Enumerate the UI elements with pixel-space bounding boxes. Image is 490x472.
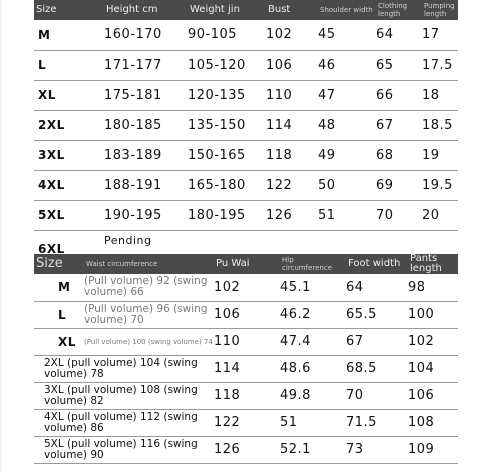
value-cell: 18.5	[422, 110, 458, 140]
table-row	[34, 274, 458, 301]
value-cell: 98	[408, 274, 458, 301]
value-cell: 68.5	[346, 355, 408, 382]
header-foot-width: Foot width	[348, 258, 401, 269]
value-cell: 19	[422, 140, 458, 170]
value-cell: 102	[408, 328, 458, 355]
table-row	[34, 301, 458, 328]
value-cell: 67	[376, 110, 422, 140]
header-bust: Bust	[268, 4, 291, 15]
value-cell: 73	[346, 436, 408, 463]
value-cell: 135-150	[188, 110, 266, 140]
value-cell: 120-135	[188, 80, 266, 110]
value-cell: 20	[422, 200, 458, 230]
top-header-row	[34, 0, 458, 20]
value-cell: 118	[266, 140, 318, 170]
waist-cell: 4XL (pull volume) 112 (swing volume) 86	[34, 409, 214, 436]
value-cell: 180-195	[188, 200, 266, 230]
value-cell: 48	[318, 110, 376, 140]
value-cell: 109	[408, 436, 458, 463]
table-row	[34, 170, 458, 200]
value-cell: 46.2	[280, 301, 346, 328]
left-edge-strip	[0, 0, 2, 472]
size-cell: L	[34, 301, 84, 328]
value-cell: 106	[266, 50, 318, 80]
value-cell: 45	[318, 20, 376, 50]
table-row	[34, 200, 458, 230]
value-cell: 52.1	[280, 436, 346, 463]
size-cell: 3XL	[34, 140, 104, 170]
size-cell: M	[34, 274, 84, 301]
value-cell: 48.6	[280, 355, 346, 382]
top-size-chart	[34, 0, 458, 261]
value-cell: 126	[266, 200, 318, 230]
value-cell: 47	[318, 80, 376, 110]
value-cell: 69	[376, 170, 422, 200]
header-pu-wai: Pu Wai	[216, 258, 250, 269]
waist-cell: (Pull volume) 92 (swing volume) 66	[84, 274, 214, 301]
table-row	[34, 409, 458, 436]
header-hip: Hip circumference	[282, 256, 333, 272]
value-cell: 106	[214, 301, 280, 328]
value-cell: 190-195	[104, 200, 188, 230]
size-cell: M	[34, 20, 104, 50]
table-row	[34, 110, 458, 140]
waist-cell: 5XL (pull volume) 116 (swing volume) 90	[34, 436, 214, 463]
value-cell: 114	[214, 355, 280, 382]
table-row	[34, 140, 458, 170]
value-cell: 165-180	[188, 170, 266, 200]
table-row	[34, 50, 458, 80]
value-cell: 70	[376, 200, 422, 230]
value-cell: 65.5	[346, 301, 408, 328]
size-cell: 5XL	[34, 200, 104, 230]
table-row	[34, 355, 458, 382]
value-cell: 45.1	[280, 274, 346, 301]
value-cell: 18	[422, 80, 458, 110]
value-cell: 65	[376, 50, 422, 80]
value-cell: 104	[408, 355, 458, 382]
pending-note: Pending	[104, 230, 188, 260]
value-cell: 17.5	[422, 50, 458, 80]
value-cell: 51	[280, 409, 346, 436]
value-cell: 19.5	[422, 170, 458, 200]
value-cell: 175-181	[104, 80, 188, 110]
size-cell: 2XL	[34, 110, 104, 140]
value-cell: 50	[318, 170, 376, 200]
value-cell: 118	[214, 382, 280, 409]
size-cell: 4XL	[34, 170, 104, 200]
value-cell: 171-177	[104, 50, 188, 80]
value-cell: 64	[346, 274, 408, 301]
value-cell: 108	[408, 409, 458, 436]
size-cell: XL	[34, 80, 104, 110]
value-cell: 47.4	[280, 328, 346, 355]
value-cell: 64	[376, 20, 422, 50]
value-cell: 183-189	[104, 140, 188, 170]
value-cell: 68	[376, 140, 422, 170]
waist-cell: 3XL (pull volume) 108 (swing volume) 82	[34, 382, 214, 409]
value-cell: 105-120	[188, 50, 266, 80]
table-row	[34, 436, 458, 463]
table-row	[34, 328, 458, 355]
header-pumping-length: Pumping length	[424, 2, 455, 18]
value-cell: 46	[318, 50, 376, 80]
bottom-size-chart	[34, 254, 458, 464]
header-height: Height cm	[106, 4, 158, 15]
value-cell: 100	[408, 301, 458, 328]
value-cell: 49	[318, 140, 376, 170]
value-cell: 67	[346, 328, 408, 355]
value-cell: 150-165	[188, 140, 266, 170]
value-cell: 188-191	[104, 170, 188, 200]
size-cell: L	[34, 50, 104, 80]
value-cell: 51	[318, 200, 376, 230]
header-shoulder: Shoulder width	[320, 6, 373, 14]
value-cell: 110	[214, 328, 280, 355]
waist-cell: (Pull volume) 100 (swing volume) 74	[84, 328, 214, 355]
size-cell: XL	[34, 328, 84, 355]
value-cell: 122	[214, 409, 280, 436]
value-cell: 70	[346, 382, 408, 409]
value-cell: 102	[214, 274, 280, 301]
value-cell: 102	[266, 20, 318, 50]
value-cell: 66	[376, 80, 422, 110]
value-cell: 114	[266, 110, 318, 140]
header-clothing-length: Clothing length	[378, 2, 408, 18]
header-waist: Waist circumference	[86, 260, 158, 268]
waist-cell: (Pull volume) 96 (swing volume) 70	[84, 301, 214, 328]
header-size: Size	[36, 4, 57, 15]
value-cell: 90-105	[188, 20, 266, 50]
value-cell: 17	[422, 20, 458, 50]
value-cell: 106	[408, 382, 458, 409]
value-cell: 71.5	[346, 409, 408, 436]
header-weight: Weight jin	[190, 4, 240, 15]
value-cell: 126	[214, 436, 280, 463]
size-cell: 6XL	[34, 230, 104, 260]
header-pants-length: Pants length	[410, 254, 442, 274]
waist-cell: 2XL (pull volume) 104 (swing volume) 78	[34, 355, 214, 382]
value-cell: 49.8	[280, 382, 346, 409]
value-cell: 180-185	[104, 110, 188, 140]
value-cell: 110	[266, 80, 318, 110]
value-cell: 160-170	[104, 20, 188, 50]
value-cell: 122	[266, 170, 318, 200]
table-row	[34, 20, 458, 50]
table-row	[34, 382, 458, 409]
header-size: Size	[36, 256, 63, 271]
table-row	[34, 80, 458, 110]
bottom-header-row	[34, 254, 458, 274]
